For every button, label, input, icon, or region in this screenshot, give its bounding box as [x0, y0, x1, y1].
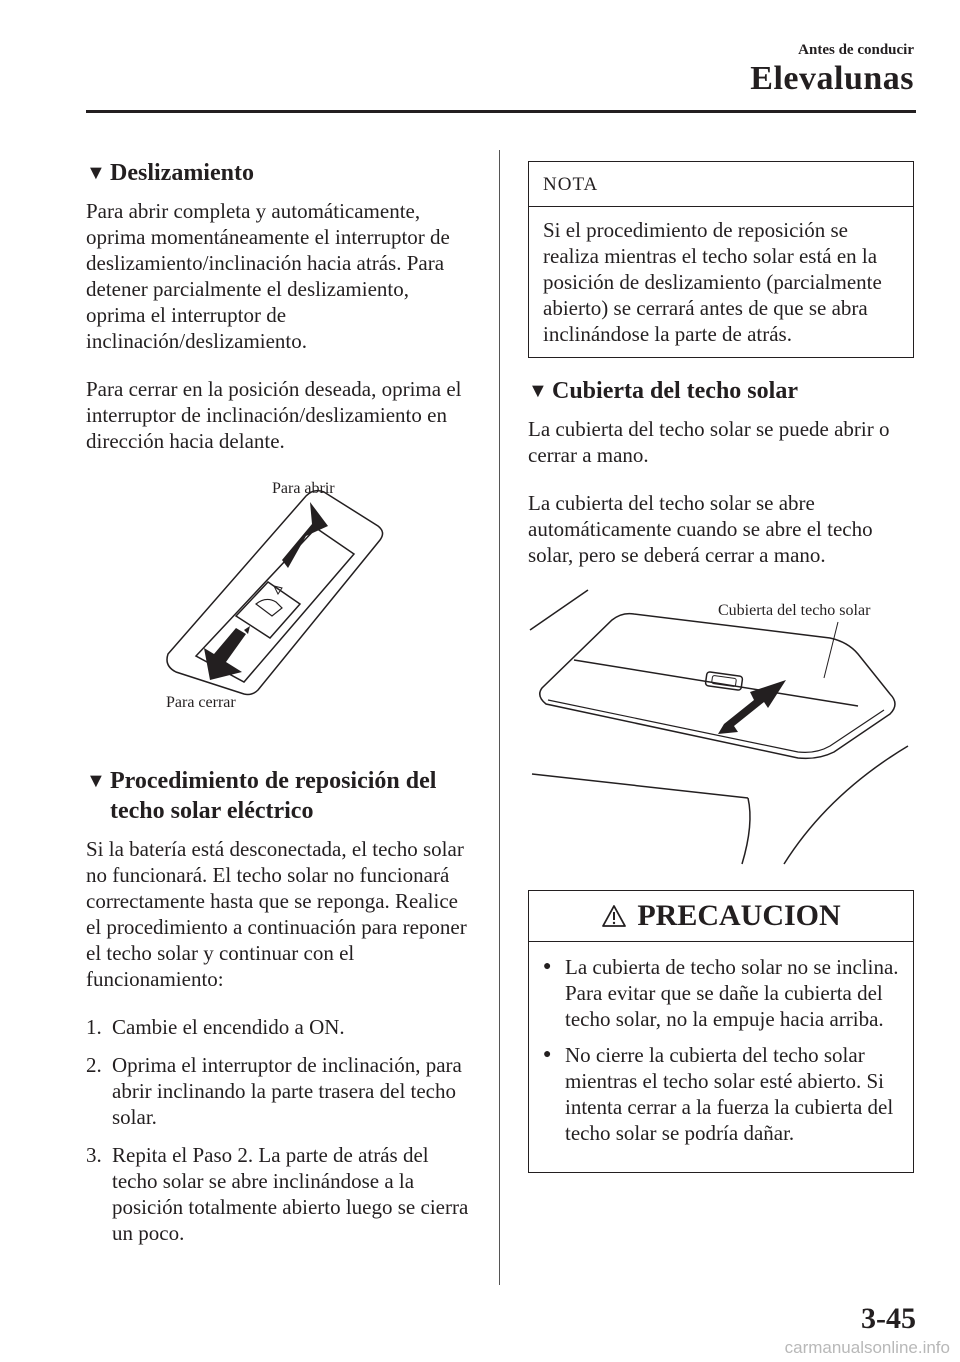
triangle-down-icon: ▼	[528, 380, 548, 402]
caution-title: PRECAUCION	[529, 891, 913, 942]
page-title: Elevalunas	[750, 60, 914, 97]
paragraph: La cubierta del techo solar se puede abrir o cerrar a mano.	[528, 417, 890, 467]
note-box	[528, 161, 914, 358]
header-rule	[86, 110, 916, 113]
bullet-icon: ●	[543, 1047, 552, 1062]
list-item: ● La cubierta de techo solar no se inclina. Para evitar que se dañe la cubierta del techo solar, no la empuje hacia arriba.	[543, 955, 899, 1031]
caution-list	[529, 942, 913, 1172]
section-name: Antes de conducir	[798, 42, 914, 58]
left-column	[86, 158, 472, 1258]
heading-reposicion: ▼ Procedimiento de reposición del techo solar eléctrico	[86, 768, 437, 824]
heading-deslizamiento: ▼ Deslizamiento	[86, 160, 254, 186]
heading-cubierta: ▼ Cubierta del techo solar	[528, 378, 798, 404]
list-item: ● No cierre la cubierta del techo solar mientras el techo solar esté abierto. Si intenta cerrar a la fuerza la cubierta del techo solar se podría dañar.	[543, 1043, 894, 1145]
list-item: 3. Repita el Paso 2. La parte de atrás del techo solar se abre inclinándose a la posición totalmente abierto luego se cierra un poco.	[86, 1143, 469, 1245]
switch-figure	[86, 476, 472, 716]
note-title: NOTA	[529, 162, 913, 207]
column-divider	[499, 150, 500, 1285]
triangle-down-icon: ▼	[86, 162, 106, 184]
paragraph: Para cerrar en la posición deseada, oprima el interruptor de inclinación/deslizamiento en dirección hacia delante.	[86, 377, 462, 453]
right-column	[528, 376, 912, 590]
warning-triangle-icon	[601, 904, 627, 928]
note-body: Si el procedimiento de reposición se realiza mientras el techo solar está en la posición de deslizamiento (parcialmente abierto) se cerrará antes de que se abra inclinándose la parte de atrás.	[543, 218, 882, 346]
paragraph: Si la batería está desconectada, el techo solar no funcionará. El techo solar no funcionará correctamente hasta que se reponga. Realice el procedimiento a continuación para reponer el techo solar y continuar con el funcionamiento:	[86, 837, 467, 991]
label-cubierta: Cubierta del techo solar	[718, 602, 871, 619]
triangle-down-icon: ▼	[86, 770, 106, 792]
list-item: 1. Cambie el encendido a ON.	[86, 1015, 345, 1039]
bullet-icon: ●	[543, 959, 552, 974]
caution-box	[528, 890, 914, 1173]
watermark: carmanualsonline.info	[784, 1338, 950, 1357]
paragraph: La cubierta del techo solar se abre automáticamente cuando se abre el techo solar, pero se deberá cerrar a mano.	[528, 491, 873, 567]
paragraph: Para abrir completa y automáticamente, oprima momentáneamente el interruptor de deslizamiento/inclinación hacia atrás. Para detener parcialmente el deslizamiento, oprima el interruptor de inclinación/deslizamiento.	[86, 199, 450, 353]
label-para-cerrar: Para cerrar	[166, 694, 236, 711]
sunroof-figure	[528, 584, 912, 870]
switch-illustration	[86, 476, 472, 716]
page-number: 3-45	[861, 1302, 916, 1335]
list-item: 2. Oprima el interruptor de inclinación, para abrir inclinando la parte trasera del techo solar.	[86, 1053, 462, 1129]
label-para-abrir: Para abrir	[272, 480, 335, 497]
steps-list	[86, 1014, 472, 1246]
sunroof-illustration	[528, 584, 912, 870]
